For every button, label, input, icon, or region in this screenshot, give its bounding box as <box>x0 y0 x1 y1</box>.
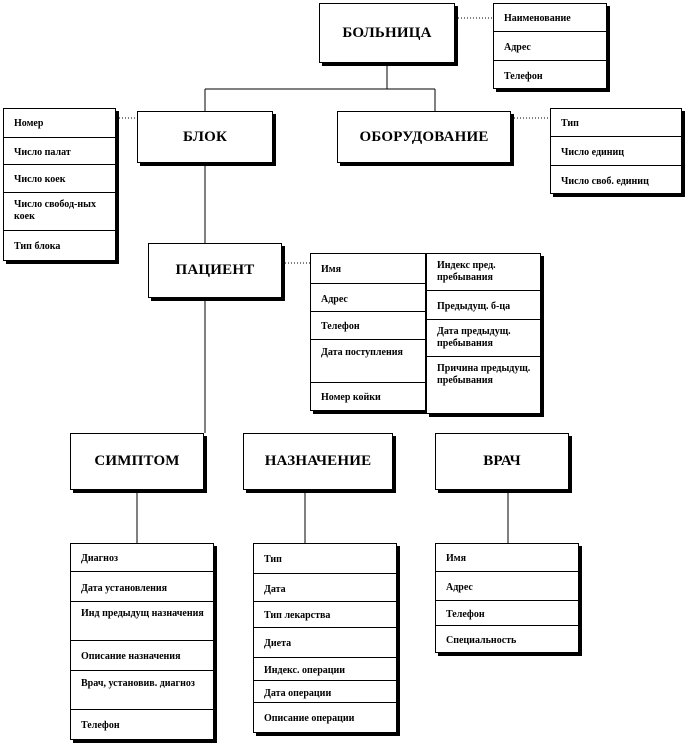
doctor-attr-address: Адрес <box>436 571 578 599</box>
patient-attr-prev-index: Индекс пред. пребывания <box>437 260 496 283</box>
block-attr-beds: Число коек <box>4 164 115 192</box>
patient-attr-address: Адрес <box>311 283 425 312</box>
symptom-attr-date: Дата установления <box>71 571 213 602</box>
assignment-attr-op-desc: Описание операции <box>254 702 396 732</box>
entity-symptom: СИМПТОМ <box>70 433 204 490</box>
block-attributes <box>3 108 116 261</box>
block-attr-type: Тип блока <box>4 230 115 260</box>
equipment-attr-type: Тип <box>561 118 579 129</box>
assignment-attr-diet: Диета <box>254 627 396 657</box>
patient-attributes-left <box>310 253 426 411</box>
symptom-attr-prev-assignment: Инд предыдущ назначения <box>71 601 213 640</box>
symptom-attr-phone: Телефон <box>71 709 213 739</box>
symptom-attr-assignment-desc: Описание назначения <box>71 640 213 670</box>
patient-attr-phone: Телефон <box>311 311 425 339</box>
entity-block: БЛОК <box>137 111 273 163</box>
entity-equipment: ОБОРУДОВАНИЕ <box>337 111 511 163</box>
patient-attr-admission-date: Дата поступления <box>311 339 425 382</box>
block-attr-wards: Число палат <box>4 137 115 165</box>
equipment-attr-units: Число единиц <box>551 136 681 164</box>
assignment-attributes <box>253 543 397 733</box>
doctor-attr-name: Имя <box>446 553 466 564</box>
patient-attr-bed-number: Номер койки <box>311 382 425 410</box>
entity-hospital: БОЛЬНИЦА <box>319 3 455 63</box>
assignment-attr-date: Дата <box>254 573 396 602</box>
patient-attr-prev-hospital: Предыдущ. б-ца <box>427 290 540 320</box>
symptom-attributes <box>70 543 214 740</box>
doctor-attr-phone: Телефон <box>436 600 578 626</box>
doctor-attr-specialty: Специальность <box>436 625 578 652</box>
entity-patient: ПАЦИЕНТ <box>148 243 282 298</box>
entity-doctor: ВРАЧ <box>435 433 569 490</box>
hospital-attr-phone: Телефон <box>494 60 606 88</box>
hospital-attr-name: Наименование <box>504 13 571 24</box>
assignment-attr-op-index: Индекс. операции <box>254 657 396 680</box>
assignment-attr-op-date: Дата операции <box>254 680 396 703</box>
patient-attr-name: Имя <box>321 264 341 275</box>
assignment-attr-type: Тип <box>264 554 282 565</box>
patient-attributes-right <box>426 253 541 414</box>
patient-attr-prev-date: Дата предыдущ. пребывания <box>427 319 540 356</box>
block-attr-free-beds: Число свобод-ных коек <box>4 192 115 231</box>
doctor-attributes <box>435 543 579 653</box>
equipment-attributes <box>550 108 682 194</box>
equipment-attr-free-units: Число своб. единиц <box>551 165 681 193</box>
block-attr-number: Номер <box>14 118 44 129</box>
assignment-attr-drug-type: Тип лекарства <box>254 601 396 627</box>
entity-assignment: НАЗНАЧЕНИЕ <box>243 433 393 490</box>
symptom-attr-doctor: Врач, установив. диагноз <box>71 670 213 710</box>
symptom-attr-diagnosis: Диагноз <box>81 553 118 564</box>
hospital-attr-address: Адрес <box>494 31 606 59</box>
hospital-attributes <box>493 3 607 89</box>
patient-attr-prev-reason: Причина предыдущ. пребывания <box>427 356 540 413</box>
